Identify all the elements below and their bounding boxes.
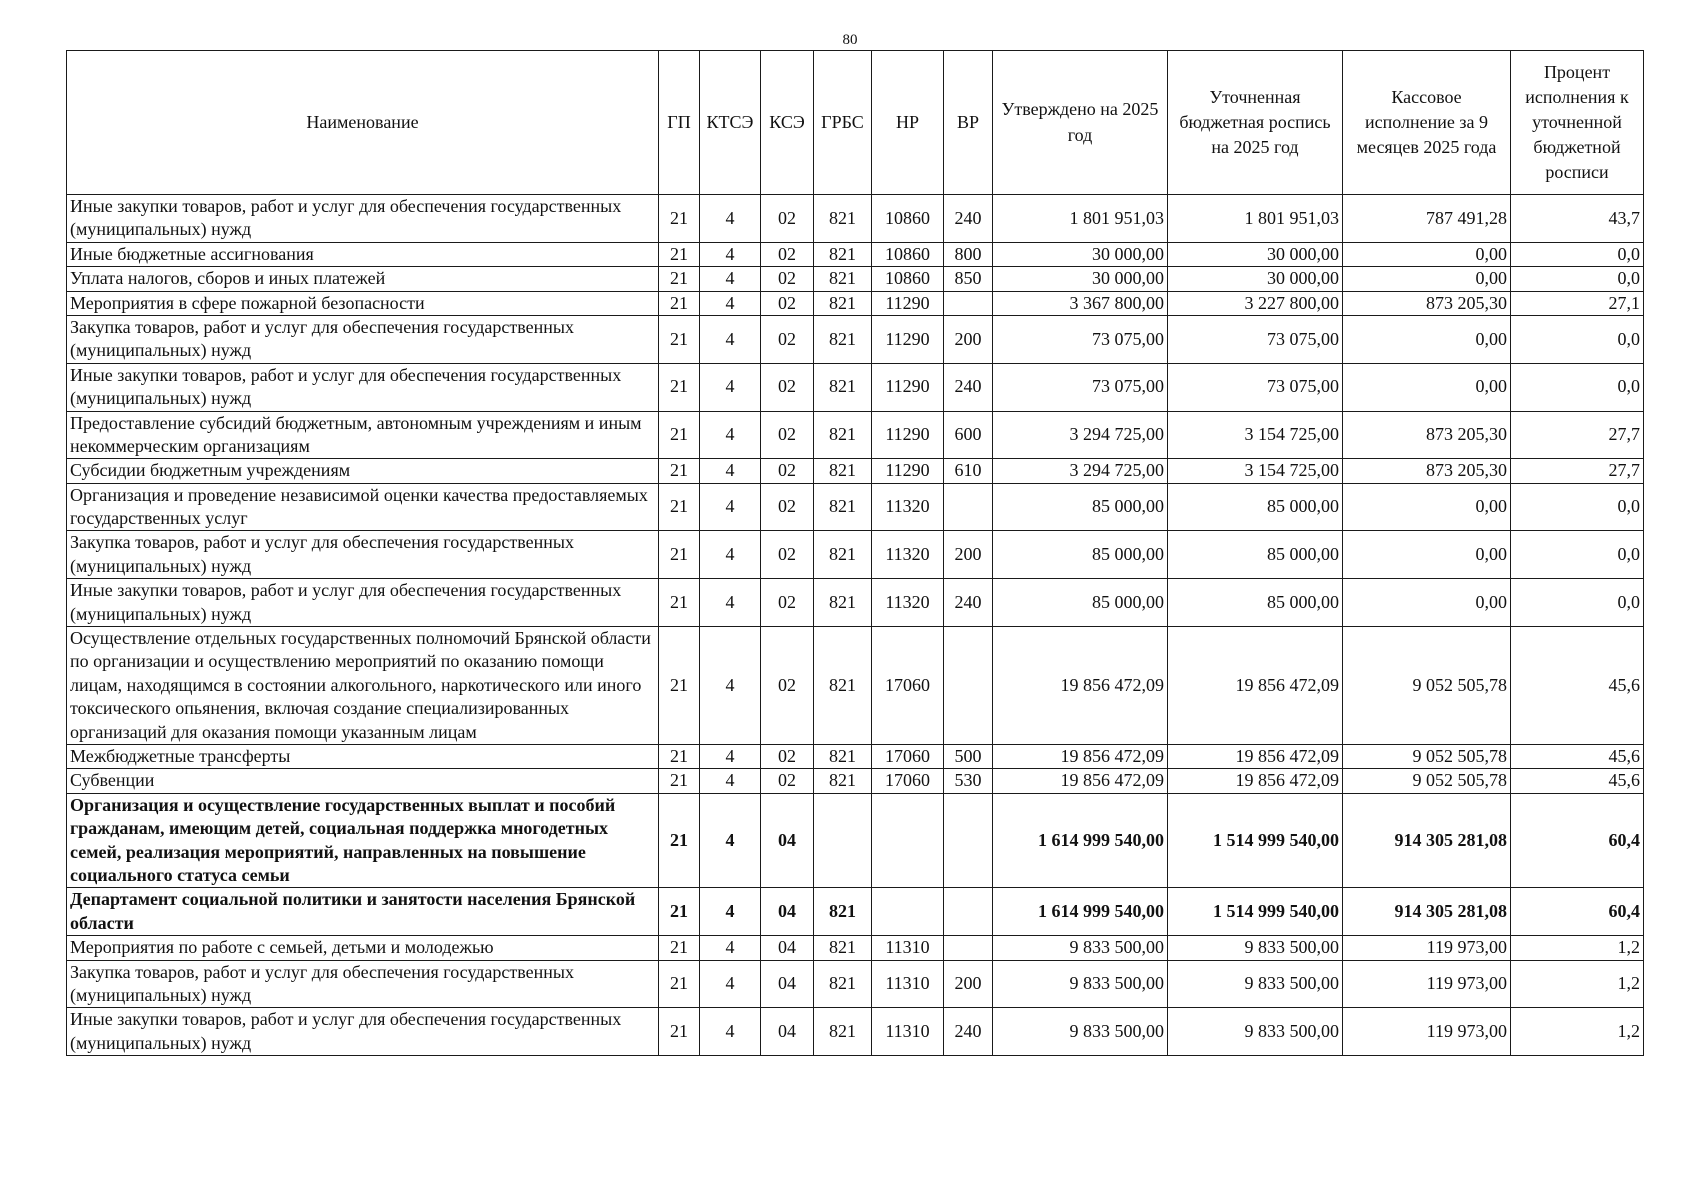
cell-name: Осуществление отдельных государственных полномочий Брянской области по организации и осуществлению мероприятий по оказанию помощи лицам, находящимся в состоянии алкогольного, наркотического или иного токсического опьянения, включая создание специализированных организаций для оказания помощи указанным лицам (67, 627, 659, 745)
cell-nr: 11290 (872, 363, 944, 411)
header-vr: ВР (944, 51, 993, 195)
cell-grbs: 821 (814, 888, 872, 936)
cell-kse: 02 (761, 267, 814, 291)
cell-kse: 04 (761, 888, 814, 936)
cell-approved: 9 833 500,00 (993, 960, 1168, 1008)
cell-grbs: 821 (814, 1008, 872, 1056)
cell-grbs: 821 (814, 315, 872, 363)
cell-cash: 873 205,30 (1343, 411, 1511, 459)
cell-percent: 60,4 (1511, 888, 1644, 936)
cell-vr: 610 (944, 459, 993, 483)
cell-approved: 85 000,00 (993, 531, 1168, 579)
header-ktse: КТСЭ (700, 51, 761, 195)
cell-approved: 3 367 800,00 (993, 291, 1168, 315)
cell-revised: 3 154 725,00 (1168, 459, 1343, 483)
cell-kse: 02 (761, 291, 814, 315)
cell-vr: 240 (944, 363, 993, 411)
cell-gp: 21 (659, 960, 700, 1008)
cell-approved: 85 000,00 (993, 483, 1168, 531)
table-row (67, 531, 1644, 579)
cell-vr: 200 (944, 315, 993, 363)
cell-kse: 02 (761, 363, 814, 411)
cell-grbs: 821 (814, 531, 872, 579)
cell-gp: 21 (659, 315, 700, 363)
header-grbs: ГРБС (814, 51, 872, 195)
cell-name: Департамент социальной политики и занятости населения Брянской области (67, 888, 659, 936)
table-row (67, 960, 1644, 1008)
cell-cash: 0,00 (1343, 579, 1511, 627)
cell-ktse: 4 (700, 960, 761, 1008)
cell-ktse: 4 (700, 411, 761, 459)
cell-grbs: 821 (814, 459, 872, 483)
cell-nr: 17060 (872, 769, 944, 793)
table-row (67, 793, 1644, 888)
cell-approved: 9 833 500,00 (993, 936, 1168, 960)
cell-nr: 11290 (872, 459, 944, 483)
cell-name: Закупка товаров, работ и услуг для обеспечения государственных (муниципальных) нужд (67, 531, 659, 579)
cell-cash: 0,00 (1343, 242, 1511, 266)
cell-kse: 02 (761, 459, 814, 483)
cell-approved: 1 614 999 540,00 (993, 793, 1168, 888)
cell-gp: 21 (659, 936, 700, 960)
cell-vr: 530 (944, 769, 993, 793)
cell-ktse: 4 (700, 483, 761, 531)
cell-grbs: 821 (814, 411, 872, 459)
cell-kse: 02 (761, 769, 814, 793)
cell-name: Мероприятия по работе с семьей, детьми и молодежью (67, 936, 659, 960)
cell-percent: 0,0 (1511, 531, 1644, 579)
cell-revised: 73 075,00 (1168, 363, 1343, 411)
cell-gp: 21 (659, 267, 700, 291)
cell-name: Уплата налогов, сборов и иных платежей (67, 267, 659, 291)
cell-kse: 04 (761, 960, 814, 1008)
cell-nr: 11320 (872, 579, 944, 627)
cell-cash: 914 305 281,08 (1343, 888, 1511, 936)
cell-approved: 1 614 999 540,00 (993, 888, 1168, 936)
cell-nr: 10860 (872, 195, 944, 243)
cell-nr: 11310 (872, 960, 944, 1008)
cell-kse: 02 (761, 579, 814, 627)
cell-approved: 30 000,00 (993, 242, 1168, 266)
cell-cash: 9 052 505,78 (1343, 744, 1511, 768)
table-row (67, 411, 1644, 459)
cell-grbs: 821 (814, 579, 872, 627)
cell-vr: 500 (944, 744, 993, 768)
cell-name: Иные бюджетные ассигнования (67, 242, 659, 266)
cell-vr: 240 (944, 1008, 993, 1056)
cell-kse: 02 (761, 195, 814, 243)
cell-gp: 21 (659, 888, 700, 936)
cell-percent: 45,6 (1511, 627, 1644, 745)
table-row (67, 195, 1644, 243)
cell-cash: 119 973,00 (1343, 960, 1511, 1008)
cell-percent: 0,0 (1511, 315, 1644, 363)
cell-cash: 873 205,30 (1343, 459, 1511, 483)
cell-gp: 21 (659, 744, 700, 768)
cell-approved: 19 856 472,09 (993, 769, 1168, 793)
cell-gp: 21 (659, 769, 700, 793)
cell-revised: 3 227 800,00 (1168, 291, 1343, 315)
cell-name: Предоставление субсидий бюджетным, автономным учреждениям и иным некоммерческим организациям (67, 411, 659, 459)
cell-nr: 11310 (872, 936, 944, 960)
table-row (67, 363, 1644, 411)
cell-percent: 27,7 (1511, 459, 1644, 483)
cell-cash: 119 973,00 (1343, 936, 1511, 960)
cell-revised: 85 000,00 (1168, 579, 1343, 627)
cell-kse: 04 (761, 1008, 814, 1056)
cell-revised: 9 833 500,00 (1168, 960, 1343, 1008)
table-row (67, 1008, 1644, 1056)
cell-name: Субсидии бюджетным учреждениям (67, 459, 659, 483)
cell-vr: 200 (944, 531, 993, 579)
cell-revised: 19 856 472,09 (1168, 744, 1343, 768)
cell-grbs (814, 793, 872, 888)
cell-nr: 17060 (872, 627, 944, 745)
cell-vr (944, 291, 993, 315)
cell-revised: 30 000,00 (1168, 242, 1343, 266)
cell-gp: 21 (659, 363, 700, 411)
cell-approved: 9 833 500,00 (993, 1008, 1168, 1056)
cell-nr: 11290 (872, 291, 944, 315)
table-row (67, 627, 1644, 745)
cell-gp: 21 (659, 531, 700, 579)
cell-nr: 17060 (872, 744, 944, 768)
cell-vr (944, 483, 993, 531)
cell-revised: 85 000,00 (1168, 531, 1343, 579)
cell-ktse: 4 (700, 242, 761, 266)
cell-cash: 9 052 505,78 (1343, 627, 1511, 745)
table-row (67, 267, 1644, 291)
cell-ktse: 4 (700, 627, 761, 745)
cell-revised: 19 856 472,09 (1168, 769, 1343, 793)
page-number: 80 (842, 32, 858, 48)
cell-vr (944, 793, 993, 888)
cell-ktse: 4 (700, 744, 761, 768)
cell-name: Иные закупки товаров, работ и услуг для обеспечения государственных (муниципальных) нужд (67, 195, 659, 243)
cell-percent: 45,6 (1511, 769, 1644, 793)
cell-percent: 45,6 (1511, 744, 1644, 768)
cell-percent: 60,4 (1511, 793, 1644, 888)
cell-ktse: 4 (700, 363, 761, 411)
cell-revised: 85 000,00 (1168, 483, 1343, 531)
cell-ktse: 4 (700, 936, 761, 960)
cell-ktse: 4 (700, 459, 761, 483)
table-row (67, 315, 1644, 363)
cell-cash: 787 491,28 (1343, 195, 1511, 243)
cell-grbs: 821 (814, 936, 872, 960)
table-row (67, 744, 1644, 768)
cell-nr: 11290 (872, 315, 944, 363)
cell-grbs: 821 (814, 291, 872, 315)
cell-cash: 0,00 (1343, 315, 1511, 363)
cell-nr: 11310 (872, 1008, 944, 1056)
cell-percent: 0,0 (1511, 242, 1644, 266)
header-gp: ГП (659, 51, 700, 195)
budget-table (66, 50, 1644, 1056)
cell-grbs: 821 (814, 483, 872, 531)
table-row (67, 483, 1644, 531)
cell-ktse: 4 (700, 195, 761, 243)
cell-approved: 73 075,00 (993, 363, 1168, 411)
cell-ktse: 4 (700, 793, 761, 888)
cell-ktse: 4 (700, 579, 761, 627)
cell-gp: 21 (659, 195, 700, 243)
table-row (67, 579, 1644, 627)
cell-cash: 0,00 (1343, 483, 1511, 531)
cell-gp: 21 (659, 459, 700, 483)
table-row (67, 242, 1644, 266)
cell-name: Иные закупки товаров, работ и услуг для обеспечения государственных (муниципальных) нужд (67, 363, 659, 411)
cell-cash: 119 973,00 (1343, 1008, 1511, 1056)
cell-kse: 02 (761, 315, 814, 363)
cell-percent: 27,7 (1511, 411, 1644, 459)
cell-revised: 30 000,00 (1168, 267, 1343, 291)
cell-name: Закупка товаров, работ и услуг для обеспечения государственных (муниципальных) нужд (67, 315, 659, 363)
table-row (67, 936, 1644, 960)
cell-nr (872, 888, 944, 936)
cell-grbs: 821 (814, 744, 872, 768)
cell-approved: 19 856 472,09 (993, 627, 1168, 745)
cell-vr: 200 (944, 960, 993, 1008)
cell-grbs: 821 (814, 195, 872, 243)
header-kse: КСЭ (761, 51, 814, 195)
cell-name: Мероприятия в сфере пожарной безопасности (67, 291, 659, 315)
cell-kse: 04 (761, 793, 814, 888)
cell-cash: 914 305 281,08 (1343, 793, 1511, 888)
cell-ktse: 4 (700, 315, 761, 363)
cell-percent: 0,0 (1511, 579, 1644, 627)
cell-grbs: 821 (814, 242, 872, 266)
cell-cash: 9 052 505,78 (1343, 769, 1511, 793)
cell-ktse: 4 (700, 769, 761, 793)
cell-gp: 21 (659, 579, 700, 627)
cell-gp: 21 (659, 793, 700, 888)
cell-nr (872, 793, 944, 888)
cell-grbs: 821 (814, 363, 872, 411)
cell-name: Организация и проведение независимой оценки качества предоставляемых государственных услуг (67, 483, 659, 531)
header-approved: Утверждено на 2025 год (993, 51, 1168, 195)
cell-percent: 0,0 (1511, 483, 1644, 531)
cell-nr: 10860 (872, 267, 944, 291)
table-row (67, 459, 1644, 483)
cell-approved: 85 000,00 (993, 579, 1168, 627)
header-nr: НР (872, 51, 944, 195)
cell-percent: 1,2 (1511, 936, 1644, 960)
cell-percent: 0,0 (1511, 363, 1644, 411)
cell-ktse: 4 (700, 291, 761, 315)
cell-revised: 1 514 999 540,00 (1168, 888, 1343, 936)
cell-gp: 21 (659, 1008, 700, 1056)
cell-approved: 19 856 472,09 (993, 744, 1168, 768)
cell-revised: 3 154 725,00 (1168, 411, 1343, 459)
cell-revised: 9 833 500,00 (1168, 936, 1343, 960)
cell-ktse: 4 (700, 531, 761, 579)
header-revised: Уточненная бюджетная роспись на 2025 год (1168, 51, 1343, 195)
cell-approved: 3 294 725,00 (993, 459, 1168, 483)
cell-nr: 10860 (872, 242, 944, 266)
cell-approved: 1 801 951,03 (993, 195, 1168, 243)
cell-ktse: 4 (700, 888, 761, 936)
cell-kse: 02 (761, 627, 814, 745)
header-cash: Кассовое исполнение за 9 месяцев 2025 года (1343, 51, 1511, 195)
cell-nr: 11320 (872, 483, 944, 531)
cell-name: Субвенции (67, 769, 659, 793)
table-row (67, 888, 1644, 936)
cell-grbs: 821 (814, 267, 872, 291)
cell-percent: 1,2 (1511, 1008, 1644, 1056)
cell-name: Организация и осуществление государственных выплат и пособий гражданам, имеющим детей, социальная поддержка многодетных семей, реализация мероприятий, направленных на повышение социального статуса семьи (67, 793, 659, 888)
cell-name: Межбюджетные трансферты (67, 744, 659, 768)
cell-gp: 21 (659, 627, 700, 745)
cell-grbs: 821 (814, 627, 872, 745)
cell-percent: 27,1 (1511, 291, 1644, 315)
cell-vr (944, 888, 993, 936)
cell-vr (944, 627, 993, 745)
cell-ktse: 4 (700, 1008, 761, 1056)
cell-name: Закупка товаров, работ и услуг для обеспечения государственных (муниципальных) нужд (67, 960, 659, 1008)
cell-kse: 02 (761, 242, 814, 266)
cell-revised: 9 833 500,00 (1168, 1008, 1343, 1056)
table-body (67, 195, 1644, 1056)
cell-name: Иные закупки товаров, работ и услуг для обеспечения государственных (муниципальных) нужд (67, 1008, 659, 1056)
cell-approved: 3 294 725,00 (993, 411, 1168, 459)
cell-cash: 0,00 (1343, 267, 1511, 291)
table-row (67, 291, 1644, 315)
cell-nr: 11290 (872, 411, 944, 459)
cell-cash: 0,00 (1343, 531, 1511, 579)
cell-percent: 1,2 (1511, 960, 1644, 1008)
cell-cash: 0,00 (1343, 363, 1511, 411)
table-row (67, 769, 1644, 793)
cell-nr: 11320 (872, 531, 944, 579)
cell-vr (944, 936, 993, 960)
cell-kse: 04 (761, 936, 814, 960)
cell-approved: 30 000,00 (993, 267, 1168, 291)
cell-gp: 21 (659, 242, 700, 266)
cell-revised: 1 801 951,03 (1168, 195, 1343, 243)
cell-vr: 850 (944, 267, 993, 291)
cell-cash: 873 205,30 (1343, 291, 1511, 315)
cell-vr: 240 (944, 195, 993, 243)
cell-name: Иные закупки товаров, работ и услуг для обеспечения государственных (муниципальных) нужд (67, 579, 659, 627)
cell-vr: 800 (944, 242, 993, 266)
cell-kse: 02 (761, 744, 814, 768)
cell-approved: 73 075,00 (993, 315, 1168, 363)
cell-gp: 21 (659, 483, 700, 531)
table-header-row (67, 51, 1644, 195)
header-percent: Процент исполнения к уточненной бюджетной росписи (1511, 51, 1644, 195)
header-name: Наименование (67, 51, 659, 195)
cell-revised: 19 856 472,09 (1168, 627, 1343, 745)
cell-ktse: 4 (700, 267, 761, 291)
cell-grbs: 821 (814, 960, 872, 1008)
cell-kse: 02 (761, 483, 814, 531)
cell-vr: 240 (944, 579, 993, 627)
cell-kse: 02 (761, 411, 814, 459)
cell-revised: 1 514 999 540,00 (1168, 793, 1343, 888)
cell-gp: 21 (659, 411, 700, 459)
cell-percent: 43,7 (1511, 195, 1644, 243)
cell-gp: 21 (659, 291, 700, 315)
cell-vr: 600 (944, 411, 993, 459)
cell-revised: 73 075,00 (1168, 315, 1343, 363)
cell-percent: 0,0 (1511, 267, 1644, 291)
cell-grbs: 821 (814, 769, 872, 793)
cell-kse: 02 (761, 531, 814, 579)
